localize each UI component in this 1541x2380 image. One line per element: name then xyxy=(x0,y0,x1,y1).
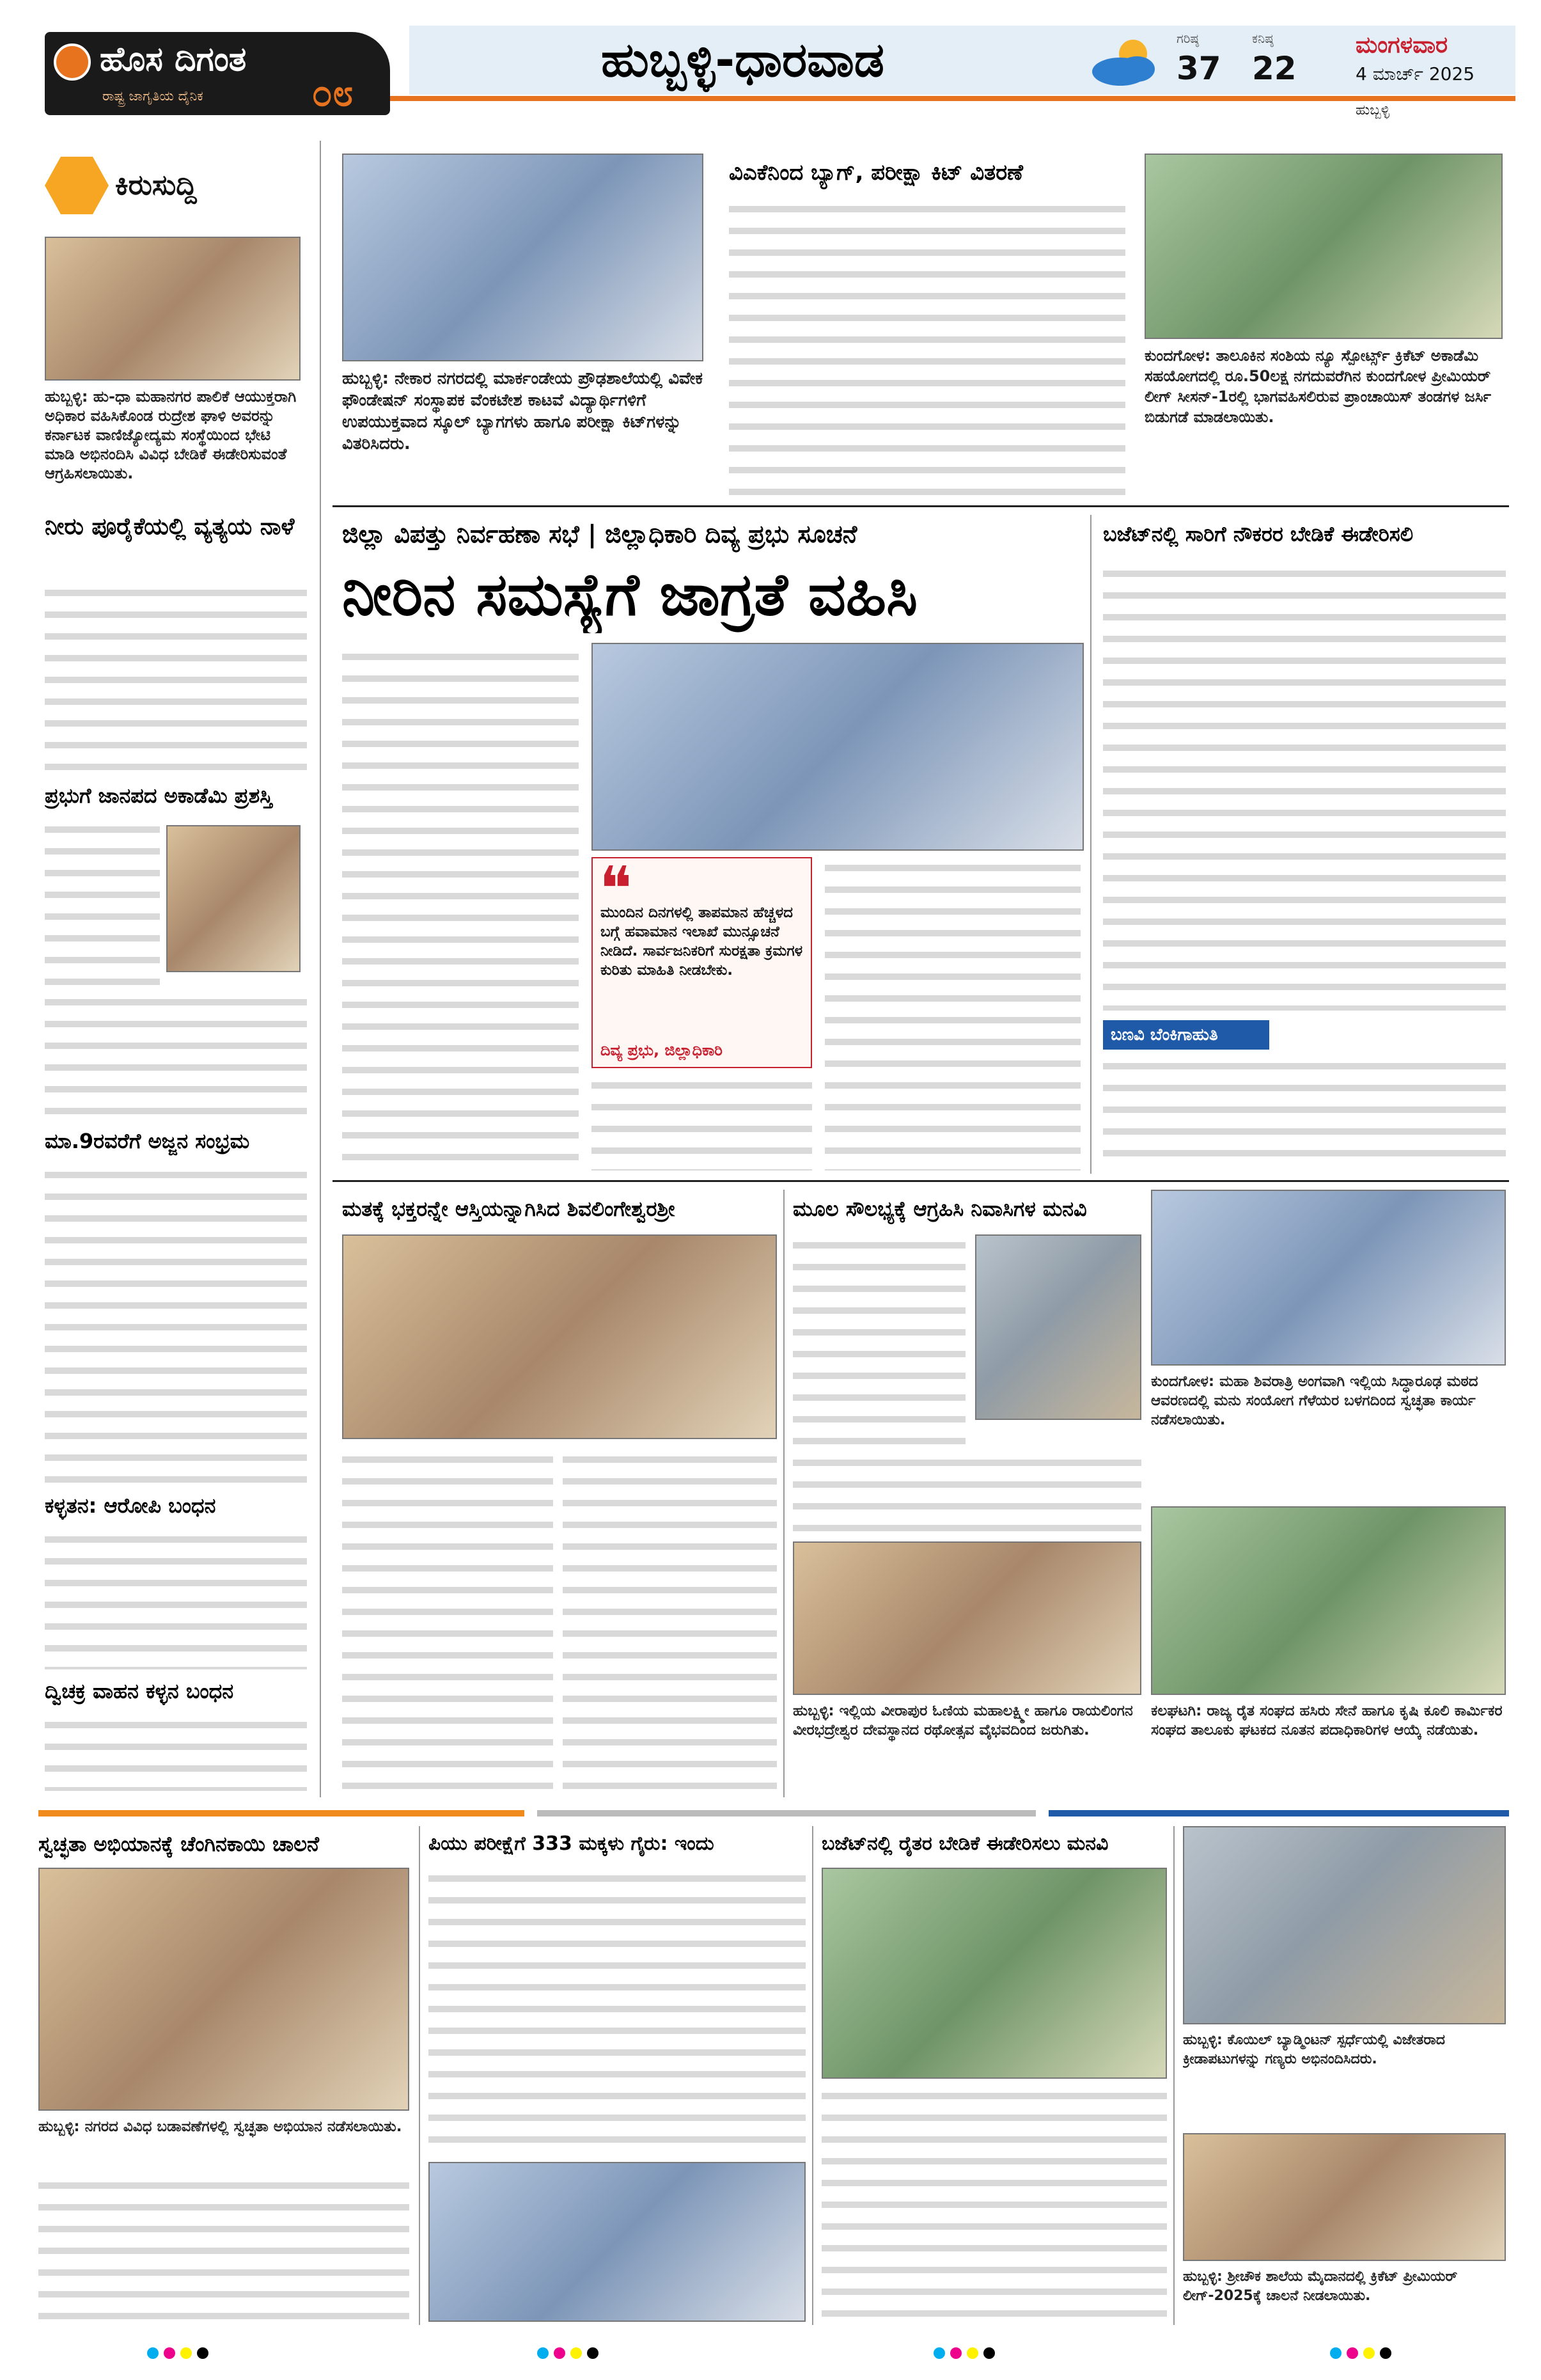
divider-gray xyxy=(537,1810,1036,1817)
siddharudha-photo xyxy=(1151,1190,1506,1366)
budget-farmers-body xyxy=(822,2085,1167,2322)
divider-blue xyxy=(1049,1810,1509,1817)
bottom-divider-1 xyxy=(419,1826,420,2325)
swachhata-body xyxy=(38,2175,409,2322)
story-theft-arrest-head: ಕಳ್ಳತನ: ಆರೋಪಿ ಬಂಧನ xyxy=(45,1493,216,1518)
left-column-divider xyxy=(320,141,321,1797)
reg-dots-right xyxy=(1330,2347,1407,2360)
ratha-caption: ಹುಬ್ಬಳ್ಳಿ: ಇಲ್ಲಿಯ ವೀರಾಪುರ ಓಣಿಯ ಮಹಾಲಕ್ಷ್ಮೀ ಹಾಗೂ ರಾಯಲಿಂಗನ ವೀರಭದ್ರೇಶ್ವರ ದೇವಸ್ಥಾನದ ರಥೋತ್ಸವ ವೈಭವದಿಂದ ಜರುಗಿತು. xyxy=(793,1703,1133,1738)
bottom-divider-2 xyxy=(812,1826,813,2325)
puc-absent-head: ಪಿಯು ಪರೀಕ್ಷೆಗೆ 333 ಮಕ್ಕಳು ಗೈರು: ಇಂದು xyxy=(428,1832,714,1855)
farmers-photo xyxy=(822,1868,1167,2079)
city-title: ಹುಬ್ಬಳ್ಳಿ-ಧಾರವಾಡ xyxy=(601,33,884,88)
lead-kicker: ಜಿಲ್ಲಾ ವಿಪತ್ತು ನಿರ್ವಹಣಾ ಸಭೆ | ಜಿಲ್ಲಾಧಿಕಾರಿ ದಿವ್ಯ ಪ್ರಭು ಸೂಚನೆ xyxy=(342,520,857,548)
shivalinga-head: ಮತಕ್ಕೆ ಭಕ್ತರನ್ನೇ ಆಸ್ತಿಯನ್ನಾಗಿಸಿದ ಶಿವಲಿಂಗೇಶ್ವರಶ್ರೀ xyxy=(342,1197,675,1221)
cricket-league-caption: ಹುಬ್ಬಳ್ಳಿ: ಶ್ರೀಚೌಕ ಶಾಲೆಯ ಮೈದಾನದಲ್ಲಿ ಕ್ರಿಕೆಟ್ ಪ್ರೀಮಿಯರ್ ಲೀಗ್-2025ಕ್ಕೆ ಚಾಲನೆ ನೀಡಲಾಯಿತು. xyxy=(1183,2269,1458,2304)
school-bag-photo xyxy=(342,154,703,361)
kirusuddi-title: ಕಿರುಸುದ್ದಿ xyxy=(115,169,197,201)
raitha-sangha-caption: ಕಲಘಟಗಿ: ರಾಜ್ಯ ರೈತ ಸಂಘದ ಹಸಿರು ಸೇನೆ ಹಾಗೂ ಕೃಷಿ ಕೂಲಿ ಕಾರ್ಮಿಕರ ಸಂಘದ ತಾಲೂಕು ಘಟಕದ ನೂತನ ಪದಾಧಿಕಾರಿಗಳ ಆಯ್ಕೆ ನಡೆಯಿತು. xyxy=(1151,1703,1503,1738)
budget-transport-body xyxy=(1103,563,1506,1011)
mula-saulabhya-body-2 xyxy=(793,1452,1141,1535)
shivalinga-photo xyxy=(342,1234,777,1439)
reg-dots-center xyxy=(537,2347,614,2360)
budget-farmers-head: ಬಜೆಟ್‌ನಲ್ಲಿ ರೈತರ ಬೇಡಿಕೆ ಈಡೇರಿಸಲು ಮನವಿ xyxy=(822,1832,1109,1855)
story-theft-arrest-body xyxy=(45,1529,307,1669)
cricket-team-caption: ಕುಂದಗೋಳ: ತಾಲೂಕಿನ ಸಂಶಿಯ ನ್ಯೂ ಸ್ಪೋರ್ಟ್ಸ್ ಕ್ರಿಕೆಟ್ ಅಕಾಡೆಮಿ ಸಹಯೋಗದಲ್ಲಿ ರೂ.50ಲಕ್ಷ ನಗದುವರೆಗಿನ ಕುಂದಗೋಳ ಪ್ರೀಮಿಯರ್ ಲೀಗ್ ಸೀಸನ್-1ರಲ್ಲಿ ಭಾಗವಹಿಸಲಿರುವ ಪ್ರಾಂಚಾಯಿಸ್ ತಂಡಗಳ ಜರ್ಸಿ ಬಿಡುಗಡೆ ಮಾಡಲಾಯಿತು. xyxy=(1145,347,1491,426)
vak-bag-head: ವಿಎಕೆನಿಂದ ಬ್ಯಾಗ್, ಪರೀಕ್ಷಾ ಕಿಟ್ ವಿತರಣೆ xyxy=(729,160,1023,185)
registration-marks xyxy=(0,2341,1541,2367)
budget-transport-head: ಬಜೆಟ್‌ನಲ್ಲಿ ಸಾರಿಗೆ ನೌಕರರ ಬೇಡಿಕೆ ಈಡೇರಿಸಲಿ xyxy=(1103,522,1414,546)
swachhata-caption: ಹುಬ್ಬಳ್ಳಿ: ನಗರದ ವಿವಿಧ ಬಡಾವಣೆಗಳಲ್ಲಿ ಸ್ವಚ್ಛತಾ ಅಭಿಯಾನ ನಡೆಸಲಾಯಿತು. xyxy=(38,2118,402,2135)
lead-right-divider xyxy=(1090,515,1091,1174)
kirusuddi-hand-icon xyxy=(45,154,109,217)
reg-dots-mid xyxy=(934,2347,1010,2360)
story-folk-award-body xyxy=(45,819,160,985)
story-ajja-festival-head: ಮಾ.9ರವರೆಗೆ ಅಜ್ಜನ ಸಂಭ್ರಮ xyxy=(45,1129,250,1153)
mula-saulabhya-body xyxy=(793,1234,966,1446)
lead-body-col-2 xyxy=(591,1075,812,1170)
banavi-fire-body xyxy=(1103,1055,1506,1170)
lead-quote: ಮುಂದಿನ ದಿನಗಳಲ್ಲಿ ತಾಪಮಾನ ಹೆಚ್ಚಳದ ಬಗ್ಗೆ ಹವಾಮಾನ ಇಲಾಖೆ ಮುನ್ಸೂಚನೆ ನೀಡಿದೆ. ಸಾರ್ವಜನಿಕರಿಗೆ ಸುರಕ್ಷತಾ ಕ್ರಮಗಳ ಕುರಿತು ಮಾಹಿತಿ ನೀಡಬೇಕು. xyxy=(600,904,803,979)
story-water-supply-head: ನೀರು ಪೂರೈಕೆಯಲ್ಲಿ ವ್ಯತ್ಯಯ ನಾಳೆ xyxy=(45,514,295,540)
story-ajja-festival-body xyxy=(45,1164,307,1484)
badminton-caption: ಹುಬ್ಬಳ್ಳಿ: ಕೊಯಿಲ್ ಬ್ಯಾಡ್ಮಿಂಟನ್ ಸ್ಪರ್ಧೆಯಲ್ಲಿ ವಿಜೇತರಾದ ಕ್ರೀಡಾಪಟುಗಳನ್ನು ಗಣ್ಯರು ಅಭಿನಂದಿಸಿದರು. xyxy=(1183,2032,1445,2067)
banavi-fire-tag: ಬಣವಿ ಬೆಂಕಿಗಾಹುತಿ xyxy=(1103,1020,1269,1050)
weather-cloud-icon xyxy=(1087,35,1164,88)
kirusuddi-badge xyxy=(45,154,288,217)
school-bag-caption: ಹುಬ್ಬಳ್ಳಿ: ನೇಕಾರ ನಗರದಲ್ಲಿ ಮಾರ್ಕಂಡೇಯ ಪ್ರೌಢಶಾಲೆಯಲ್ಲಿ ವಿವೇಕ ಫೌಂಡೇಷನ್ ಸಂಸ್ಥಾಪಕ ವೆಂಕಟೇಶ ಕಾಟವೆ ವಿದ್ಯಾರ್ಥಿಗಳಿಗೆ ಉಪಯುಕ್ತವಾದ ಸ್ಕೂಲ್ ಬ್ಯಾಗಗಳು ಹಾಗೂ ಪರೀಕ್ಷಾ ಕಿಟ್‌ಗಳನ್ನು ವಿತರಿಸಿದರು. xyxy=(342,369,703,453)
raitha-sangha-photo xyxy=(1151,1506,1506,1695)
folk-artist-photo xyxy=(166,825,301,972)
masthead-orange-bar xyxy=(390,96,1515,101)
logo-tagline: ರಾಷ್ಟ್ರ ಜಾಗೃತಿಯ ದೈನಿಕ xyxy=(102,88,203,104)
siddharudha-caption: ಕುಂದಗೋಳ: ಮಹಾ ಶಿವರಾತ್ರಿ ಅಂಗವಾಗಿ ಇಲ್ಲಿಯ ಸಿದ್ಧಾರೂಢ ಮಠದ ಆವರಣದಲ್ಲಿ ಮನು ಸಂಯೋಗ ಗೆಳೆಯರ ಬಳಗದಿಂದ ಸ್ವಚ್ಛತಾ ಕಾರ್ಯ ನಡೆಸಲಾಯಿತು. xyxy=(1151,1373,1478,1428)
story-bike-thief-head: ದ್ವಿಚಕ್ರ ವಾಹನ ಕಳ್ಳನ ಬಂಧನ xyxy=(45,1679,234,1703)
swachhata-photo xyxy=(38,1868,409,2111)
swachhata-head: ಸ್ವಚ್ಛತಾ ಅಭಿಯಾನಕ್ಕೆ ಚೆಂಗಿನಕಾಯಿ ಚಾಲನೆ xyxy=(38,1832,320,1856)
mid-col-divider xyxy=(783,1190,785,1797)
lead-body-col-1 xyxy=(342,646,579,1170)
masthead xyxy=(26,26,1515,122)
logo-emblem-icon xyxy=(54,43,91,81)
story-water-supply-body xyxy=(45,582,307,774)
story-folk-award-head: ಪ್ರಭುಗೆ ಜಾನಪದ ಅಕಾಡೆಮಿ ಪ್ರಶಸ್ತಿ xyxy=(45,784,272,808)
lead-quote-by: ದಿವ್ಯ ಪ್ರಭು, ಜಿಲ್ಲಾಧಿಕಾರಿ xyxy=(600,1041,723,1059)
puc-absent-body xyxy=(428,1868,806,2155)
reg-dots-left xyxy=(147,2347,224,2360)
badminton-photo xyxy=(1183,1826,1506,2024)
shivalinga-body-1 xyxy=(342,1449,553,1797)
lead-quote-box xyxy=(591,857,812,1068)
story-folk-award-body-2 xyxy=(45,991,307,1119)
lead-meeting-photo xyxy=(591,643,1084,851)
masthead-edition: ಹುಬ್ಬಳ್ಳಿ xyxy=(1356,102,1390,118)
temp-min: 22 xyxy=(1252,50,1297,87)
lead-body-col-3 xyxy=(825,857,1081,1170)
mid-divider xyxy=(332,1180,1509,1182)
bottom-divider-3 xyxy=(1173,1826,1175,2325)
temp-max-label: ಗರಿಷ್ಠ xyxy=(1177,31,1199,46)
temp-min-label: ಕನಿಷ್ಠ xyxy=(1252,31,1274,46)
kirusuddi-photo xyxy=(45,237,301,381)
section-divider-bar xyxy=(38,1810,1509,1817)
lead-headline: ನೀರಿನ ಸಮಸ್ಯೆಗೆ ಜಾಗ್ರತೆ ವಹಿಸಿ xyxy=(342,560,918,629)
logo-text: ಹೊಸ ದಿಗಂತ xyxy=(100,40,247,79)
ratha-photo xyxy=(793,1541,1141,1695)
residents-photo xyxy=(975,1234,1141,1420)
page-number: ೦೮ xyxy=(311,71,354,114)
top-row-divider xyxy=(332,505,1509,507)
shivalinga-body-2 xyxy=(563,1449,777,1797)
kirusuddi-photo-caption: ಹುಬ್ಬಳ್ಳಿ: ಹು-ಧಾ ಮಹಾನಗರ ಪಾಲಿಕೆ ಆಯುಕ್ತರಾಗಿ ಅಧಿಕಾರ ವಹಿಸಿಕೊಂಡ ರುದ್ರೇಶ ಘಾಳಿ ಅವರನ್ನು ಕರ್ನಾಟಕ ವಾಣಿಜ್ಯೋದ್ಯಮ ಸಂಸ್ಥೆಯಿಂದ ಭೇಟಿ ಮಾಡಿ ಅಭಿನಂದಿಸಿ ವಿವಿಧ ಬೇಡಿಕೆ ಈಡೇರಿಸುವಂತೆ ಆಗ್ರಹಿಸಲಾಯಿತು. xyxy=(45,388,297,482)
exam-hall-photo xyxy=(428,2162,806,2322)
vak-bag-body xyxy=(729,198,1125,496)
cricket-league-photo xyxy=(1183,2133,1506,2261)
logo-block xyxy=(45,32,390,115)
masthead-day: ಮಂಗಳವಾರ xyxy=(1356,32,1448,58)
city-banner xyxy=(409,26,1515,95)
story-bike-thief-body xyxy=(45,1714,307,1791)
quote-mark-icon: ❝ xyxy=(599,858,632,910)
mula-saulabhya-head: ಮೂಲ ಸೌಲಭ್ಯಕ್ಕೆ ಆಗ್ರಹಿಸಿ ನಿವಾಸಿಗಳ ಮನವಿ xyxy=(793,1197,1087,1221)
temp-max: 37 xyxy=(1177,50,1221,87)
masthead-date: 4 ಮಾರ್ಚ್ 2025 xyxy=(1356,63,1475,84)
divider-orange xyxy=(38,1810,524,1817)
cricket-team-photo xyxy=(1145,154,1503,339)
kirusuddi-column xyxy=(38,141,313,1797)
